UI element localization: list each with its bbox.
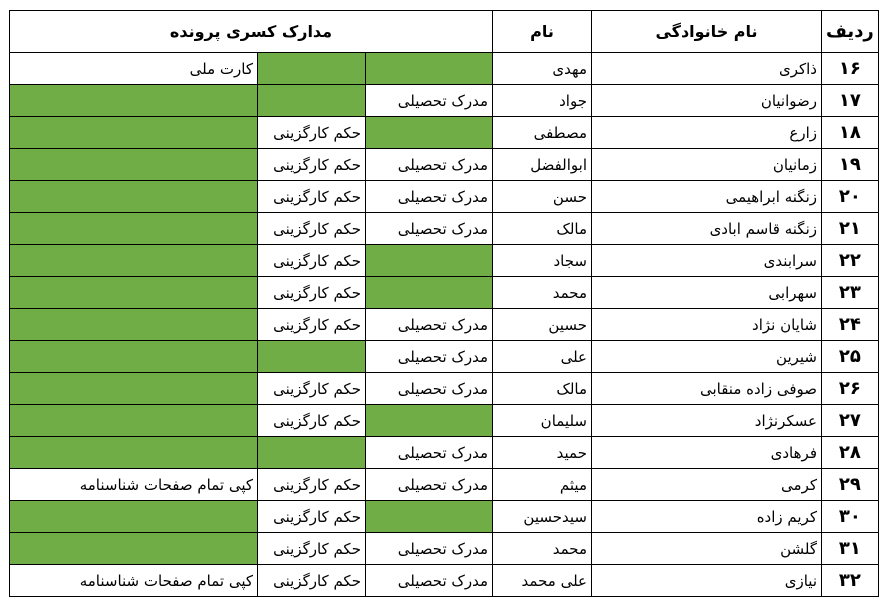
row-doc-2 bbox=[258, 437, 366, 469]
row-radif: ۲۴ bbox=[822, 309, 879, 341]
row-name: سلیمان bbox=[493, 405, 592, 437]
row-family: فرهادی bbox=[592, 437, 822, 469]
row-doc-1: مدرک تحصیلی bbox=[366, 469, 493, 501]
row-doc-1: مدرک تحصیلی bbox=[366, 565, 493, 597]
row-doc-1: مدرک تحصیلی bbox=[366, 533, 493, 565]
row-radif: ۲۲ bbox=[822, 245, 879, 277]
row-radif: ۱۷ bbox=[822, 85, 879, 117]
row-doc-1 bbox=[366, 53, 493, 85]
table-row bbox=[10, 245, 879, 277]
row-family: ذاکری bbox=[592, 53, 822, 85]
row-name: حسین bbox=[493, 309, 592, 341]
table-row bbox=[10, 213, 879, 245]
row-radif: ۲۶ bbox=[822, 373, 879, 405]
row-doc-3 bbox=[10, 117, 258, 149]
row-radif: ۳۱ bbox=[822, 533, 879, 565]
row-radif: ۲۸ bbox=[822, 437, 879, 469]
row-name: مهدی bbox=[493, 53, 592, 85]
row-doc-1 bbox=[366, 277, 493, 309]
row-name: علی bbox=[493, 341, 592, 373]
row-doc-3 bbox=[10, 245, 258, 277]
row-doc-1: مدرک تحصیلی bbox=[366, 85, 493, 117]
row-radif: ۲۰ bbox=[822, 181, 879, 213]
row-doc-3 bbox=[10, 373, 258, 405]
table-row bbox=[10, 437, 879, 469]
row-doc-2: حکم کارگزینی bbox=[258, 245, 366, 277]
row-doc-3 bbox=[10, 181, 258, 213]
row-doc-2 bbox=[258, 85, 366, 117]
table-row bbox=[10, 405, 879, 437]
row-name: جواد bbox=[493, 85, 592, 117]
header-row bbox=[10, 11, 879, 53]
row-doc-3 bbox=[10, 213, 258, 245]
row-name: سیدحسین bbox=[493, 501, 592, 533]
row-doc-3 bbox=[10, 437, 258, 469]
row-doc-1 bbox=[366, 117, 493, 149]
header-docs: مدارک کسری پرونده bbox=[10, 11, 493, 53]
row-doc-1 bbox=[366, 501, 493, 533]
row-family: زمانیان bbox=[592, 149, 822, 181]
row-doc-1: مدرک تحصیلی bbox=[366, 213, 493, 245]
row-doc-3 bbox=[10, 341, 258, 373]
row-doc-1: مدرک تحصیلی bbox=[366, 309, 493, 341]
table-row bbox=[10, 309, 879, 341]
row-radif: ۲۱ bbox=[822, 213, 879, 245]
row-doc-3 bbox=[10, 277, 258, 309]
table-row bbox=[10, 341, 879, 373]
row-doc-2: حکم کارگزینی bbox=[258, 213, 366, 245]
row-family: کریم زاده bbox=[592, 501, 822, 533]
row-doc-1: مدرک تحصیلی bbox=[366, 341, 493, 373]
row-doc-1 bbox=[366, 245, 493, 277]
table-row bbox=[10, 277, 879, 309]
header-radif: ردیف bbox=[822, 11, 879, 53]
row-radif: ۳۲ bbox=[822, 565, 879, 597]
row-family: زنگنه ابراهیمی bbox=[592, 181, 822, 213]
row-name: مالک bbox=[493, 373, 592, 405]
records-table bbox=[9, 10, 879, 597]
row-family: سرابندی bbox=[592, 245, 822, 277]
row-doc-3 bbox=[10, 309, 258, 341]
row-name: سجاد bbox=[493, 245, 592, 277]
row-family: سهرابی bbox=[592, 277, 822, 309]
row-family: عسکرنژاد bbox=[592, 405, 822, 437]
row-doc-2 bbox=[258, 341, 366, 373]
row-name: مالک bbox=[493, 213, 592, 245]
row-doc-3: کارت ملی bbox=[10, 53, 258, 85]
row-family: زارع bbox=[592, 117, 822, 149]
row-name: حمید bbox=[493, 437, 592, 469]
row-family: گلشن bbox=[592, 533, 822, 565]
row-name: حسن bbox=[493, 181, 592, 213]
row-doc-2: حکم کارگزینی bbox=[258, 533, 366, 565]
table-row bbox=[10, 501, 879, 533]
row-family: شایان نژاد bbox=[592, 309, 822, 341]
row-doc-2: حکم کارگزینی bbox=[258, 405, 366, 437]
row-doc-2: حکم کارگزینی bbox=[258, 277, 366, 309]
row-doc-1 bbox=[366, 405, 493, 437]
row-family: صوفی زاده منقابی bbox=[592, 373, 822, 405]
row-name: محمد bbox=[493, 533, 592, 565]
row-doc-2: حکم کارگزینی bbox=[258, 469, 366, 501]
table-row bbox=[10, 181, 879, 213]
row-name: ابوالفضل bbox=[493, 149, 592, 181]
row-radif: ۱۸ bbox=[822, 117, 879, 149]
row-name: محمد bbox=[493, 277, 592, 309]
row-doc-3 bbox=[10, 533, 258, 565]
row-radif: ۲۵ bbox=[822, 341, 879, 373]
row-family: شیرین bbox=[592, 341, 822, 373]
table-row bbox=[10, 149, 879, 181]
row-radif: ۱۶ bbox=[822, 53, 879, 85]
row-radif: ۱۹ bbox=[822, 149, 879, 181]
row-doc-3: کپی تمام صفحات شناسنامه bbox=[10, 565, 258, 597]
row-doc-2: حکم کارگزینی bbox=[258, 565, 366, 597]
row-radif: ۲۷ bbox=[822, 405, 879, 437]
row-name: مصطفی bbox=[493, 117, 592, 149]
row-family: کرمی bbox=[592, 469, 822, 501]
row-doc-2: حکم کارگزینی bbox=[258, 117, 366, 149]
row-family: رضوانیان bbox=[592, 85, 822, 117]
row-doc-2: حکم کارگزینی bbox=[258, 373, 366, 405]
row-doc-3 bbox=[10, 149, 258, 181]
row-doc-2 bbox=[258, 53, 366, 85]
row-doc-1: مدرک تحصیلی bbox=[366, 149, 493, 181]
row-doc-3 bbox=[10, 501, 258, 533]
table-body bbox=[10, 53, 879, 597]
row-doc-2: حکم کارگزینی bbox=[258, 309, 366, 341]
table-row bbox=[10, 533, 879, 565]
row-doc-3: کپی تمام صفحات شناسنامه bbox=[10, 469, 258, 501]
table-row bbox=[10, 53, 879, 85]
table-row bbox=[10, 469, 879, 501]
row-name: علی محمد bbox=[493, 565, 592, 597]
row-doc-2: حکم کارگزینی bbox=[258, 149, 366, 181]
row-doc-3 bbox=[10, 405, 258, 437]
table-row bbox=[10, 85, 879, 117]
header-family: نام خانوادگی bbox=[592, 11, 822, 53]
table-row bbox=[10, 117, 879, 149]
row-doc-1: مدرک تحصیلی bbox=[366, 181, 493, 213]
row-doc-1: مدرک تحصیلی bbox=[366, 373, 493, 405]
row-name: میثم bbox=[493, 469, 592, 501]
table-row bbox=[10, 565, 879, 597]
row-family: نیازی bbox=[592, 565, 822, 597]
row-doc-1: مدرک تحصیلی bbox=[366, 437, 493, 469]
row-doc-2: حکم کارگزینی bbox=[258, 501, 366, 533]
row-radif: ۲۳ bbox=[822, 277, 879, 309]
row-radif: ۳۰ bbox=[822, 501, 879, 533]
row-family: زنگنه قاسم ابادی bbox=[592, 213, 822, 245]
header-name: نام bbox=[493, 11, 592, 53]
row-doc-2: حکم کارگزینی bbox=[258, 181, 366, 213]
row-doc-3 bbox=[10, 85, 258, 117]
table-row bbox=[10, 373, 879, 405]
row-radif: ۲۹ bbox=[822, 469, 879, 501]
